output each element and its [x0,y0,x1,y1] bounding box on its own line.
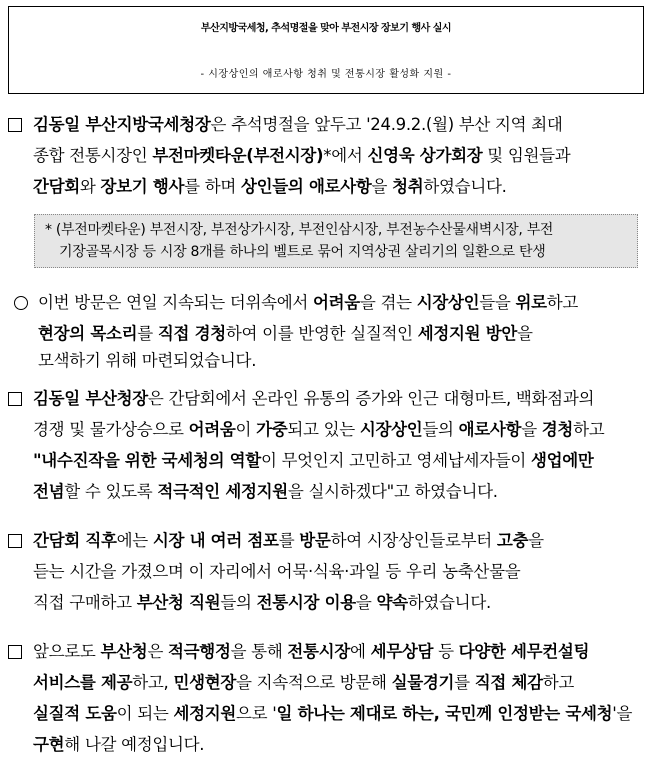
text-line [33,445,604,476]
text-run: 하고 [542,673,575,692]
text-run: 앞으로도 [33,642,101,661]
bold-text: 가중 [256,420,288,439]
text-line [38,318,578,349]
text-line [33,587,544,618]
text-run: 을 [355,593,377,612]
text-line [33,556,544,587]
text-run: 이 되는 [116,704,174,723]
bold-text: 시장 내 여러 점포 [152,531,279,550]
bold-text: 시장상인 [359,420,423,439]
title-box [8,6,644,94]
text-run: 을 [516,324,533,343]
text-run: 에 [349,642,371,661]
bold-text: 세정지원 [173,704,237,723]
text-run: 하여 시장상인들로부터 [330,531,497,550]
page-subtitle: - 시장상인의 애로사항 청취 및 전통시장 활성화 지원 - [200,69,452,80]
text-run: 경쟁 및 물가상승으로 [33,420,189,439]
text-line [33,476,604,507]
text-run: 하고, [132,673,174,692]
text-run: 은 추석명절을 앞두고 '24.9.2.(월) 부산 지역 최대 [210,115,563,134]
bold-text: 전통시장 이용 [256,593,356,612]
text-run: *에서 [323,146,368,165]
text-line [33,140,570,171]
text-run: 을 실시하겠다"고 하였습니다. [287,482,498,501]
bold-text: 경청 [541,420,574,439]
text-line [33,171,570,202]
bold-text: 어려움 [188,420,236,439]
paragraph-1 [33,109,570,202]
text-run: 으로 ' [236,704,277,723]
text-run: 을 [528,531,544,550]
bold-text: 다양한 세무컨설팅 [458,642,590,661]
text-run: 에는 [116,531,153,550]
text-line [33,109,570,140]
text-line [38,349,578,380]
bold-text: 전통시장 [287,642,350,661]
text-run: 이번 방문은 연일 지속되는 더위속에서 [38,293,313,312]
paragraph-3 [33,383,604,507]
bold-text: 김동일 부산지방국세청장 [33,115,211,134]
text-run: 하여 이를 반영한 실질적인 [225,324,418,343]
bold-text: 직접 체감 [474,673,543,692]
text-run: 들을 [479,293,516,312]
text-run: 와 [79,177,101,196]
text-run: 하고 [546,293,579,312]
text-run: 은 [147,642,169,661]
text-line [33,383,604,414]
text-run: 할 수 있도록 [64,482,158,501]
text-run: 하고 [573,420,605,439]
text-line [33,636,632,667]
bold-text: 신영욱 상가회장 [367,146,483,165]
bold-text: 세무상담 [370,642,434,661]
bold-text: 약속 [376,593,408,612]
bold-text: 간담회 직후 [33,531,117,550]
square-bullet-icon [8,645,22,659]
bold-text: 구현 [33,735,65,754]
paragraph-2 [38,287,578,380]
text-run: 해 나갈 예정입니다. [64,735,205,754]
bold-text: 생업에만 [530,451,594,470]
text-run: '을 [612,704,633,723]
bold-text: 방문 [299,531,331,550]
text-line [33,525,544,556]
footnote-box [34,214,638,268]
bold-text: 애로사항 [458,420,522,439]
bold-text: "내수진작을 위한 국세청의 역할 [33,451,261,470]
text-run: 하였습니다. [407,593,491,612]
text-run: 을 지속적으로 방문해 [236,673,392,692]
bold-text: 직접 경청 [157,324,226,343]
paragraph-5 [33,636,632,760]
bold-text: 위로 [515,293,547,312]
text-line [33,729,632,760]
bold-text: 시장상인 [416,293,480,312]
bold-text: 일 하나는 제대로 하는, 국민께 인정받는 국세청 [276,704,613,723]
bold-text: 적극행정 [168,642,231,661]
text-run: 이 무엇인지 고민하고 영세납세자들이 [260,451,531,470]
text-run: 들의 [220,593,257,612]
text-line [33,698,632,729]
bold-text: 부산청 직원 [136,593,221,612]
bold-text: 부전마켓타운(부전시장) [152,146,324,165]
text-run: 를 [137,324,158,343]
text-line [38,287,578,318]
bold-text: 어려움 [312,293,360,312]
bold-text: 서비스를 제공 [33,673,133,692]
bold-text: 전념 [33,482,65,501]
text-run: 듣는 시간을 가졌으며 이 자리에서 어묵·식육·과일 등 우리 농축산물을 [33,562,521,581]
bold-text: 청취 [392,177,424,196]
footnote-line: 기장골목시장 등 시장 8개를 하나의 벨트로 묶어 지역상권 살리기의 일환으로 탄생 [59,244,546,260]
page-title: 부산지방국세청, 추석명절을 맞아 부전시장 장보기 행사 실시 [200,23,452,34]
bold-text: 세정지원 방안 [417,324,517,343]
text-run: 및 임원들과 [482,146,571,165]
text-run: 을 통해 [230,642,288,661]
text-run: 등 [433,642,459,661]
text-run: 직접 구매하고 [33,593,137,612]
text-line [33,414,604,445]
bold-text: 상인들의 애로사항 [240,177,372,196]
paragraph-4 [33,525,544,618]
bold-text: 고충 [496,531,529,550]
bold-text: 민생현장 [173,673,237,692]
text-run: 되고 있는 [287,420,360,439]
bold-text: 장보기 행사 [100,177,185,196]
text-run: 하였습니다. [423,177,507,196]
text-run: 를 [278,531,300,550]
text-line [33,667,632,698]
square-bullet-icon [8,534,22,548]
bold-text: 실질적 도움 [33,704,117,723]
square-bullet-icon [8,392,22,406]
text-run: 들의 [422,420,459,439]
text-run: 를 하며 [184,177,241,196]
bold-text: 간담회 [33,177,80,196]
bold-text: 적극적인 세정지원 [157,482,288,501]
bold-text: 현장의 목소리 [38,324,138,343]
bold-text: 부산청 [100,642,148,661]
text-run: 모색하기 위해 마련되었습니다. [38,351,257,370]
text-run: 를 [454,673,475,692]
footnote-line: * (부전마켓타운) 부전시장, 부전상가시장, 부전인삼시장, 부전농수산물새벽시장, 부전 [45,222,554,238]
square-bullet-icon [8,118,22,132]
text-run: 을 [371,177,393,196]
circle-bullet-icon [14,296,28,310]
text-run: 종합 전통시장인 [33,146,153,165]
text-run: 을 겪는 [359,293,417,312]
text-run: 은 간담회에서 온라인 유통의 증가와 인근 대형마트, 백화점과의 [147,389,595,408]
bold-text: 실물경기 [391,673,455,692]
text-run: 을 [521,420,542,439]
text-run: 이 [235,420,257,439]
bold-text: 김동일 부산청장 [33,389,148,408]
